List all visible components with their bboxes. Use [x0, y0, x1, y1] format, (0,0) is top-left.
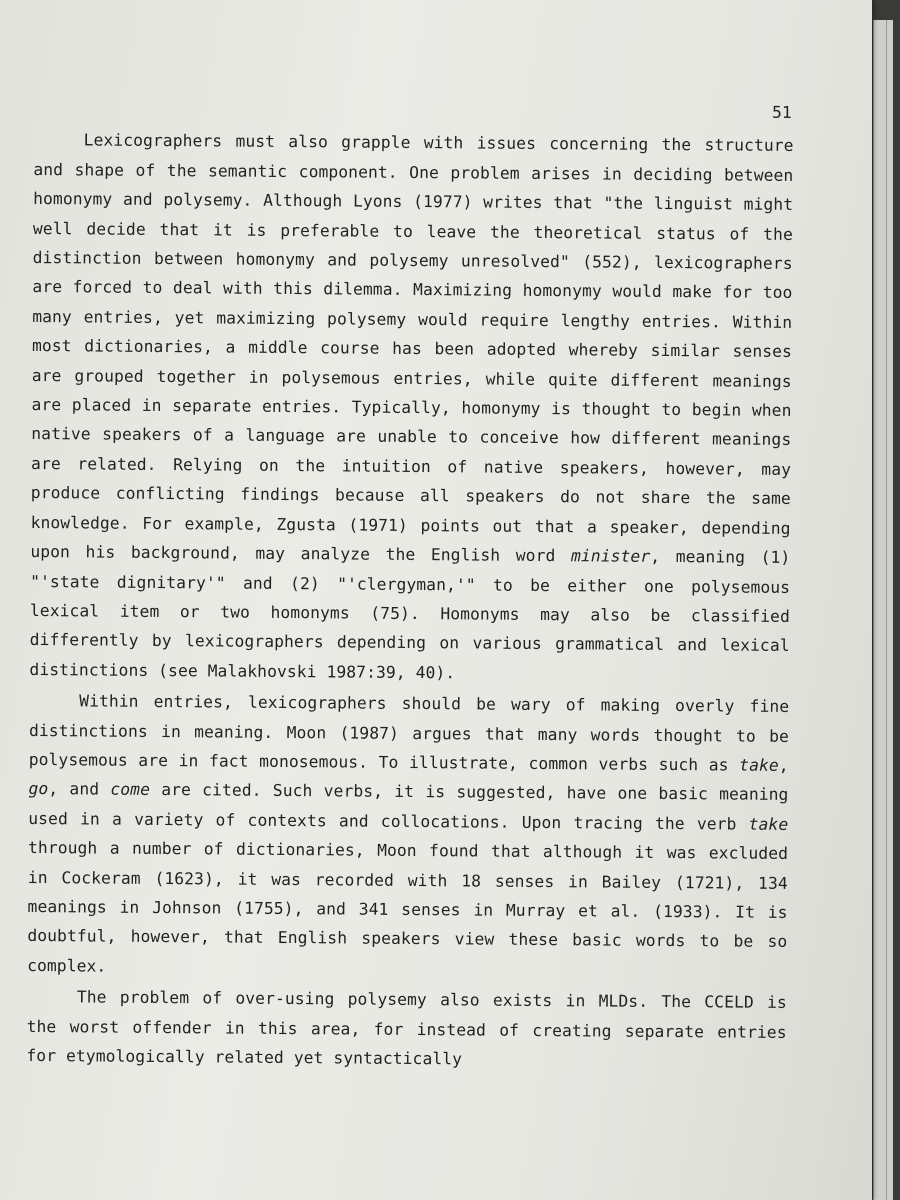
italic-term: come: [110, 779, 151, 800]
text-run: are cited. Such verbs, it is suggested, have one basic meaning used in a variety of contexts and collocations. Upon tracing the verb: [28, 780, 789, 834]
text-run: through a number of dictionaries, Moon found that although it was excluded in Cockeram (1623), it was recorded with 18 senses in Bailey (1721), 134 meanings in Johnson (1755), and 341 senses in Murray et al. (1933). It is doubtful, however, that English speakers view these basic words to be so complex.: [27, 838, 789, 976]
page-edge: [873, 20, 880, 1200]
body-text: [26, 125, 793, 1076]
text-run: Within entries, lexicographers should be wary of making overly fine distinctions in meaning. Moon (1987) argues that many words thought to be polysemous are in fact monosemous. To illustrate, common verbs such as: [28, 691, 790, 775]
text-run: , meaning (1) "'state dignitary'" and (2) "'clergyman,'" to be either one polysemous lexical item or two homonyms (75). Homonyms may also be classified differently by lexicographers depending on various grammatical and lexical distinctions (see Malakhovski 1987:39, 40).: [29, 546, 791, 683]
page-number: 51: [771, 102, 792, 122]
page-edge: [879, 20, 886, 1200]
italic-term: take: [739, 755, 779, 775]
italic-term: minister: [570, 546, 651, 566]
paragraph: [26, 982, 787, 1076]
italic-term: go: [28, 779, 49, 799]
paragraph: [27, 686, 789, 986]
text-run: , and: [48, 779, 111, 799]
italic-term: take: [748, 814, 789, 834]
page-edge: [886, 20, 893, 1200]
text-run: ,: [778, 755, 789, 775]
page-content: [26, 92, 794, 1076]
text-run: Lexicographers must also grapple with issues concerning the structure and shape of the semantic component. One problem arises in deciding between homonymy and polysemy. Although Lyons (1977) writes that "the linguist might well decide that it is preferable to leave the theoretical status of the distinction between homonymy and polysemy unresolved" (552), lexicographers are forced to deal with this dilemma. Maximizing homonymy would make for too many entries, yet maximizing polysemy would require lengthy entries. Within most dictionaries, a middle course has been adopted whereby similar senses are grouped together in polysemous entries, while quite different meanings are placed in separate entries. Typically, homonymy is thought to begin when native speakers of a language are unable to conceive how different meanings are related. Relying on the intuition of native speakers, however, may produce conflicting findings because all speakers do not share the same knowledge. For example, Zgusta (1971) points out that a speaker, depending upon his background, may analyze the English word: [30, 130, 794, 566]
text-run: The problem of over-using polysemy also exists in MLDs. The CCELD is the worst offender in this area, for instead of creating separate entries for etymologically related yet syntactically: [26, 987, 787, 1069]
paragraph: [29, 125, 793, 690]
